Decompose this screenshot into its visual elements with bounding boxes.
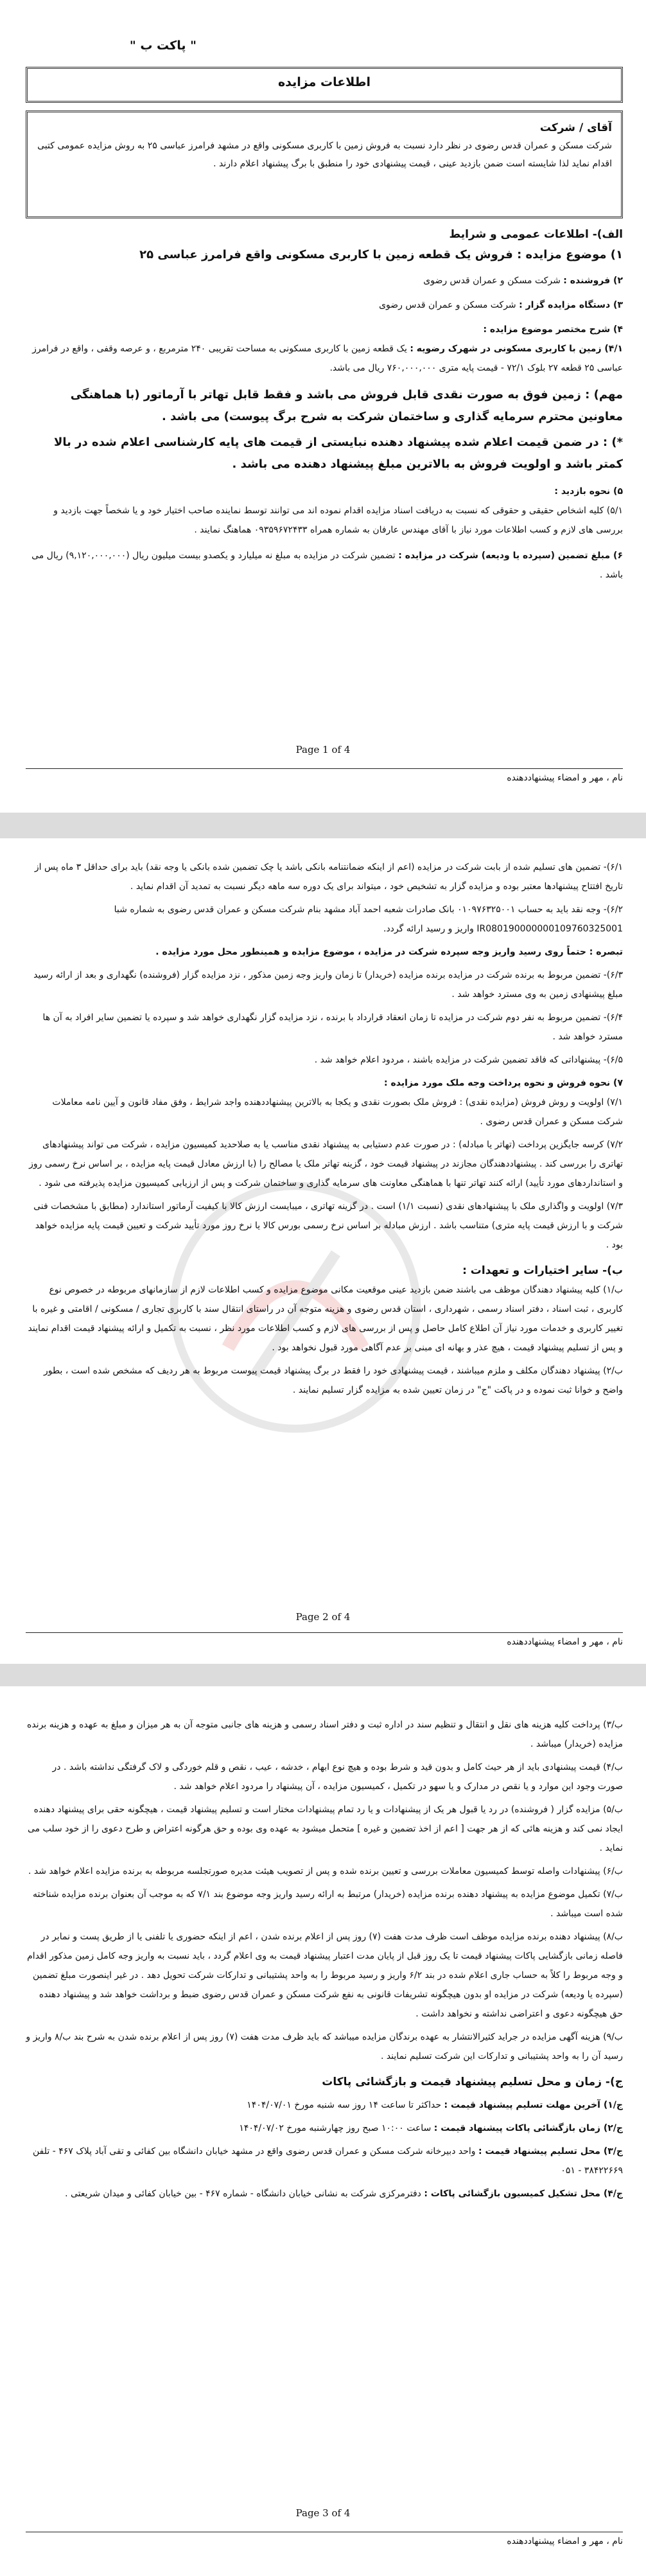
- item-6-4: ۶/۴)- تضمین مربوط به نفر دوم شرکت در مزایده تا زمان انعقاد قرارداد با برنده ، نزد مزایده گزار نگهداری خواهد شد و سپرده یا تضمین سایر افراد به آن ها مسترد خواهد شد .: [42, 1012, 623, 1042]
- item-1-label: ۱) موضوع مزایده :: [517, 248, 623, 261]
- item-b-4: ب/۴) قیمت پیشنهادی باید از هر حیث کامل و بدون قید و شرط بوده و هیچ نوع ابهام ، خدشه ، عیب ، نقص و قلم خوردگی و لاک گرفتگی نداشته باشد . در صورت وجود این موارد و یا نقص در مدارک و یا سهو در تکمیل ، کمیسیون مزایده ، آن پیشنهاد را مردود اعلام خواهد شد .: [52, 1762, 623, 1792]
- item-6-3: ۶/۳)- تضمین مربوط به برنده شرکت در مزایده برنده مزایده (خریدار) تا زمان واریز وجه زمین مذکور ، نزد مزایده گزار (فروشنده) نگهداری و بعد از ارائه رسید مبلغ پیشنهادی زمین به وی مسترد خواهد شد .: [33, 970, 623, 1000]
- item-3-label: ۳) دستگاه مزایده گزار :: [519, 300, 623, 310]
- signature-line: نام ، مهر و امضاء پیشنهاددهنده: [26, 2532, 623, 2546]
- item-b-5: ب/۵) مزایده گزار ( فروشنده) در رد یا قبول هر یک از پیشنهادات و یا رد تمام پیشنهادات مختار است و تسلیم پیشنهاد قیمت ، هیچگونه حقی برای پیشنهاد دهنده ایجاد نمی کند و هزینه هائی که از هر جهت [ اعم از اخذ تضمین و غیره ] متحمل میشود به عهده وی بوده و حق هرگونه اعتراض و طرح دعوی را از خود سلب می نماید .: [28, 1804, 623, 1853]
- item-c-3-text: واحد دبیرخانه شرکت مسکن و عمران قدس رضوی واقع در مشهد خیابان دانشگاه بین کفائی و تقی آباد پلاک ۴۶۷ - تلفن ۳۸۴۲۲۶۶۹ - ۰۵۱: [32, 2146, 623, 2176]
- item-1: [26, 244, 623, 266]
- important-note: [26, 384, 623, 428]
- document-page-3: [0, 1686, 646, 2576]
- item-c-4-label: ج/۴) محل تشکیل کمیسیون بازگشائی پاکات :: [424, 2189, 623, 2199]
- important-label: مهم) :: [585, 388, 623, 401]
- page-2-body: [26, 858, 623, 1400]
- document-title: اطلاعات مزایده: [277, 75, 371, 89]
- item-c-3: [26, 2142, 623, 2180]
- document-page-2: [0, 838, 646, 1664]
- item-b-3: ب/۳) پرداخت کلیه هزینه های نقل و انتقال و تنظیم سند در اداره ثبت و دفتر اسناد رسمی و هزینه های جانبی متوجه آن به هر میزان و مبلغ به عهده و هزینه برنده مزایده (خریدار) میباشد .: [27, 1720, 623, 1749]
- item-c-1-label: ج/۱) آخرین مهلت تسلیم پیشنهاد قیمت :: [444, 2100, 623, 2110]
- title-frame: [26, 67, 623, 103]
- item-b-2: ب/۲) پیشنهاد دهندگان مکلف و ملزم میباشند ، قیمت پیشنهادی خود را فقط در برگ پیشنهاد قیمت پیوست مربوط به هر ردیف که مشخص شده است ، بطور واضح و خوانا ثبت نموده و در پاکت "ج" در زمان تعیین شده به مزایده گزار تسلیم نمایند .: [43, 1366, 623, 1395]
- important-text: زمین فوق به صورت نقدی قابل فروش می باشد و فقط قابل تهاتر با آرماتور (با هماهنگی معاونین محترم سرمایه گذاری و ساختمان شرکت به شرح برگ پیوست) می باشد .: [70, 388, 623, 423]
- item-5-label: ۵) نحوه بازدید :: [554, 486, 623, 497]
- signature-line: نام ، مهر و امضاء پیشنهاددهنده: [26, 768, 623, 783]
- item-4-1-label: ۴/۱) زمین با کاربری مسکونی در شهرک رضویه :: [410, 344, 623, 354]
- item-3: [26, 296, 623, 315]
- envelope-label: " پاکت ب ": [129, 39, 196, 53]
- item-2-label: ۲) فروشنده :: [563, 276, 623, 286]
- item-6-2: ۶/۲)- وجه نقد باید به حساب ۰۱۰۹۷۶۳۲۵۰۰۱ بانک صادرات شعبه احمد آباد مشهد بنام شرکت مسکن و عمران قدس رضوی به شماره شبا IR080190000000109760325001 واریز و رسید ارائه گردد.: [114, 904, 623, 934]
- item-5-1: ۵/۱) کلیه اشخاص حقیقی و حقوقی که نسبت به دریافت اسناد مزایده اقدام نموده اند می توانند توسط نماینده صاحب اختیار خود و یا شخصاً جهت بازدید و بررسی های لازم و کسب اطلاعات مورد نیاز با آقای مهندس عارفان به شماره همراه ۰۹۳۵۹۶۷۲۴۳۳ هماهنگ نمایند .: [53, 506, 623, 535]
- greeting: آقای / شرکت: [539, 121, 612, 134]
- item-3-text: شرکت مسکن و عمران قدس رضوی: [379, 300, 516, 310]
- note: تبصره : حتماً روی رسید واریز وجه سپرده شرکت در مزایده ، موضوع مزایده و همینطور محل مورد مزایده .: [155, 947, 623, 957]
- item-7-1: ۷/۱) اولویت و روش فروش (مزایده نقدی) : فروش ملک بصورت نقدی و یکجا به بالاترین پیشنهاددهنده واجد شرایط ، وفق مفاد قانون و آیین نامه معاملات شرکت مسکن و عمران قدس رضوی .: [52, 1097, 623, 1127]
- item-b-1: ب/۱) کلیه پیشنهاد دهندگان موظف می باشند ضمن بازدید عینی موقعیت مکانی موضوع مزایده و کسب اطلاعات لازم از سازمانهای مربوطه در خصوص نوع کاربری ، ثبت اسناد ، دفتر اسناد رسمی ، شهرداری ، استان قدس رضوی و هزینه متوجه آن در راستای انتقال سند با کاربری تجاری / مسکونی / اقامتی و غیره با تغییر کاربری و خدمات مورد نیاز آن اطلاع کامل حاصل و پس از بررسی های لازم و کسب اطلاعات مورد نظر ، نسبت به تکمیل و ارائه پیشنهاد قیمت اقدام نمایند و پس از تسلیم پیشنهاد قیمت ، هیچ عذر و بهانه ای مبنی بر عدم آگاهی مورد قبول نخواهد بود .: [28, 1285, 623, 1353]
- section-b-heading: ب)- سایر اختیارات و تعهدات :: [462, 1264, 623, 1277]
- item-6: [26, 546, 623, 585]
- item-c-2: [26, 2119, 623, 2138]
- item-b-9: ب/۹) هزینه آگهی مزایده در جراید کثیرالانتشار به عهده برندگان مزایده میباشد که باید ظرف مدت هفت (۷) روز پس از اعلام برنده شدن به شرح بند ب/۸ واریز و رسید آن را به واحد پشتیبانی و تدارکات این شرکت تسلیم نمایند .: [26, 2032, 623, 2061]
- item-6-text: تضمین شرکت در مزایده به مبلغ نه میلیارد و یکصدو بیست میلیون ریال (۹,۱۲۰,۰۰۰,۰۰۰) ریال می باشد .: [31, 551, 623, 580]
- item-c-2-label: ج/۲) زمان بازگشائی پاکات پیشنهاد قیمت :: [433, 2123, 623, 2133]
- item-7-2: ۷/۲) کرسه جایگزین پرداخت (تهاتر یا مبادله) : در صورت عدم دستیابی به پیشنهاد نقدی مناسب یا به صلاحدید کمیسیون مزایده ، شرکت می تواند پیشنهادهای تهاتری را بررسی کند . پیشنهاددهندگان مجازند در پیشنهاد قیمت خود ، گزینه تهاتر ملک یا مصالح را (با ارزش معادل قیمت پایه مزایده ، بر اساس نرخ رسمی روز و استانداردهای مورد تأیید) ارائه کنند تهاتر تنها با هماهنگی معاونت های سرمایه گذاری و ساختمان شرکت و پس از ارزیابی کمیسیون مزایده پذیرفته می شود .: [29, 1140, 623, 1188]
- page-3-body: [26, 1715, 623, 2203]
- item-2: [26, 271, 623, 290]
- item-b-7: ب/۷) تکمیل موضوع مزایده به پیشنهاد دهنده برنده مزایده (خریدار) مرتبط به ارائه رسید واریز وجه موضوع بند ۷/۱ که به موجب آن بعنوان برنده مزایده شناخته شده است میباشد .: [33, 1889, 623, 1919]
- item-6-5: ۶/۵)- پیشنهاداتی که فاقد تضمین شرکت در مزایده باشند ، مردود اعلام خواهد شد .: [314, 1055, 623, 1065]
- item-7-3: ۷/۳) اولویت و واگذاری ملک با پیشنهادهای نقدی (نسبت ۱/۱) است . در گزینه تهاتری ، میبایست ارزش کالا با کیفیت آرماتور استاندارد (مطابق با مشخصات فنی شرکت و با ارزش قیمت پایه متری) متناسب باشد . ارزش مبادله بر اساس نرخ رسمی بورس کالا یا نرخ روز مورد تأیید شرکت و تعیین قیمت پایه مزایده خواهد بود .: [33, 1201, 623, 1250]
- item-1-text: فروش یک قطعه زمین با کاربری مسکونی واقع فرامرز عباسی ۲۵: [139, 248, 513, 261]
- item-c-1: [26, 2095, 623, 2115]
- item-2-text: شرکت مسکن و عمران قدس رضوی: [423, 276, 561, 286]
- page-number: Page 1 of 4: [295, 744, 351, 755]
- section-a: [26, 225, 623, 585]
- intro-box: [26, 110, 623, 218]
- signature-line: نام ، مهر و امضاء پیشنهاددهنده: [26, 1632, 623, 1647]
- item-c-4: [26, 2184, 623, 2203]
- item-b-8: ب/۸) پیشنهاد دهنده برنده مزایده موظف است ظرف مدت هفت (۷) روز پس از اعلام برنده شدن ، اعم از اینکه حضوری یا تلفنی یا از طریق پست و نمابر در فاصله زمانی بازگشایی پاکات پیشنهاد قیمت تا یک روز قبل از پایان مدت اعتبار پیشنهاد قیمت به وی اعلام گردد ، باید نسبت به واریز وجه کامل زمین مذکور اقدام و وجه مربوط را کلاً به حساب جاری اعلام شده در بند ۶/۲ واریز و رسید مربوط را به واحد پشتیبانی و تدارکات شرکت تحویل دهد . در غیر اینصورت مبلغ تضمین (سپرده یا ودیعه) شرکت در مزایده او بدون هیچگونه تشریفات قانونی به نفع شرکت مسکن و عمران قدس رضوی ضبط و برداشت خواهد شد و پیشنهاد دهنده حق هیچگونه دعوی و اعتراضی نداشته و نخواهد داشت .: [27, 1932, 623, 2019]
- star-note: *) : در ضمن قیمت اعلام شده پیشنهاد دهنده نبایستی از قیمت های پایه کارشناسی اعلام شده در بالا کمتر باشد و اولویت فروش به بالاترین مبلغ پیشنهاد دهنده می باشد .: [53, 436, 623, 471]
- item-c-2-text: ساعت ۱۰:۰۰ صبح روز چهارشنبه مورخ ۱۴۰۴/۰۷/۰۲: [239, 2123, 432, 2133]
- intro-text: شرکت مسکن و عمران قدس رضوی در نظر دارد نسبت به فروش زمین با کاربری مسکونی واقع در مشهد فرامرز عباسی ۲۵ به روش مزایده عمومی کتبی اقدام نماید لذا شایسته است ضمن بازدید عینی ، قیمت پیشنهادی خود را منطبق با برگ پیشنهاد اعلام دارند .: [37, 141, 612, 169]
- item-6-1: ۶/۱)- تضمین های تسلیم شده از بابت شرکت در مزایده (اعم از اینکه ضمانتنامه بانکی باشد یا چک تضمین شده بانکی یا وجه نقد) باید برای حداقل ۳ ماه پس از تاریخ افتتاح پیشنهادها معتبر بوده و مزایده گزار به تشخیص خود ، میتواند برای یک دوره سه ماهه دیگر نسبت به تمدید آن اقدام نماید .: [34, 862, 623, 892]
- item-c-3-label: ج/۳) محل تسلیم پیشنهاد قیمت :: [478, 2146, 623, 2157]
- page-number: Page 2 of 4: [295, 1611, 351, 1623]
- item-c-4-text: دفترمرکزی شرکت به نشانی خیابان دانشگاه - شماره ۴۶۷ - بین خیابان کفائی و میدان شریعتی .: [65, 2189, 421, 2199]
- item-c-1-text: حداکثر تا ساعت ۱۴ روز سه شنبه مورخ ۱۴۰۴/۰۷/۰۱: [247, 2100, 442, 2110]
- page-number: Page 3 of 4: [295, 2507, 351, 2519]
- document-page-1: [0, 0, 646, 813]
- item-4-1-text: یک قطعه زمین با کاربری مسکونی به مساحت تقریبی ۲۴۰ مترمربع ، و عرصه وقفی ، واقع در فرامرز عباسی ۲۵ قطعه ۲۷ بلوک ۷۲/۱ - قیمت پایه متری ۷۶۰,۰۰۰,۰۰۰ ریال می باشد.: [32, 344, 623, 373]
- item-7-label: ۷) نحوه فروش و نحوه پرداخت وجه ملک مورد مزایده :: [384, 1078, 623, 1088]
- section-a-heading: الف)- اطلاعات عمومی و شرایط: [449, 228, 623, 241]
- item-4-label: ۴) شرح مختصر موضوع مزایده :: [483, 324, 623, 335]
- item-4-1: [26, 339, 623, 378]
- section-c-heading: ج)- زمان و محل تسلیم پیشنهاد قیمت و بازگشائی پاکات: [322, 2076, 623, 2088]
- item-6-label: ۶) مبلغ تضمین (سپرده یا ودیعه) شرکت در مزایده :: [398, 551, 623, 561]
- item-b-6: ب/۶) پیشنهادات واصله توسط کمیسیون معاملات بررسی و تعیین برنده شده و پس از تصویب هیئت مدیره صورتجلسه مربوطه به برنده مزایده اعلام خواهد شد .: [28, 1866, 623, 1876]
